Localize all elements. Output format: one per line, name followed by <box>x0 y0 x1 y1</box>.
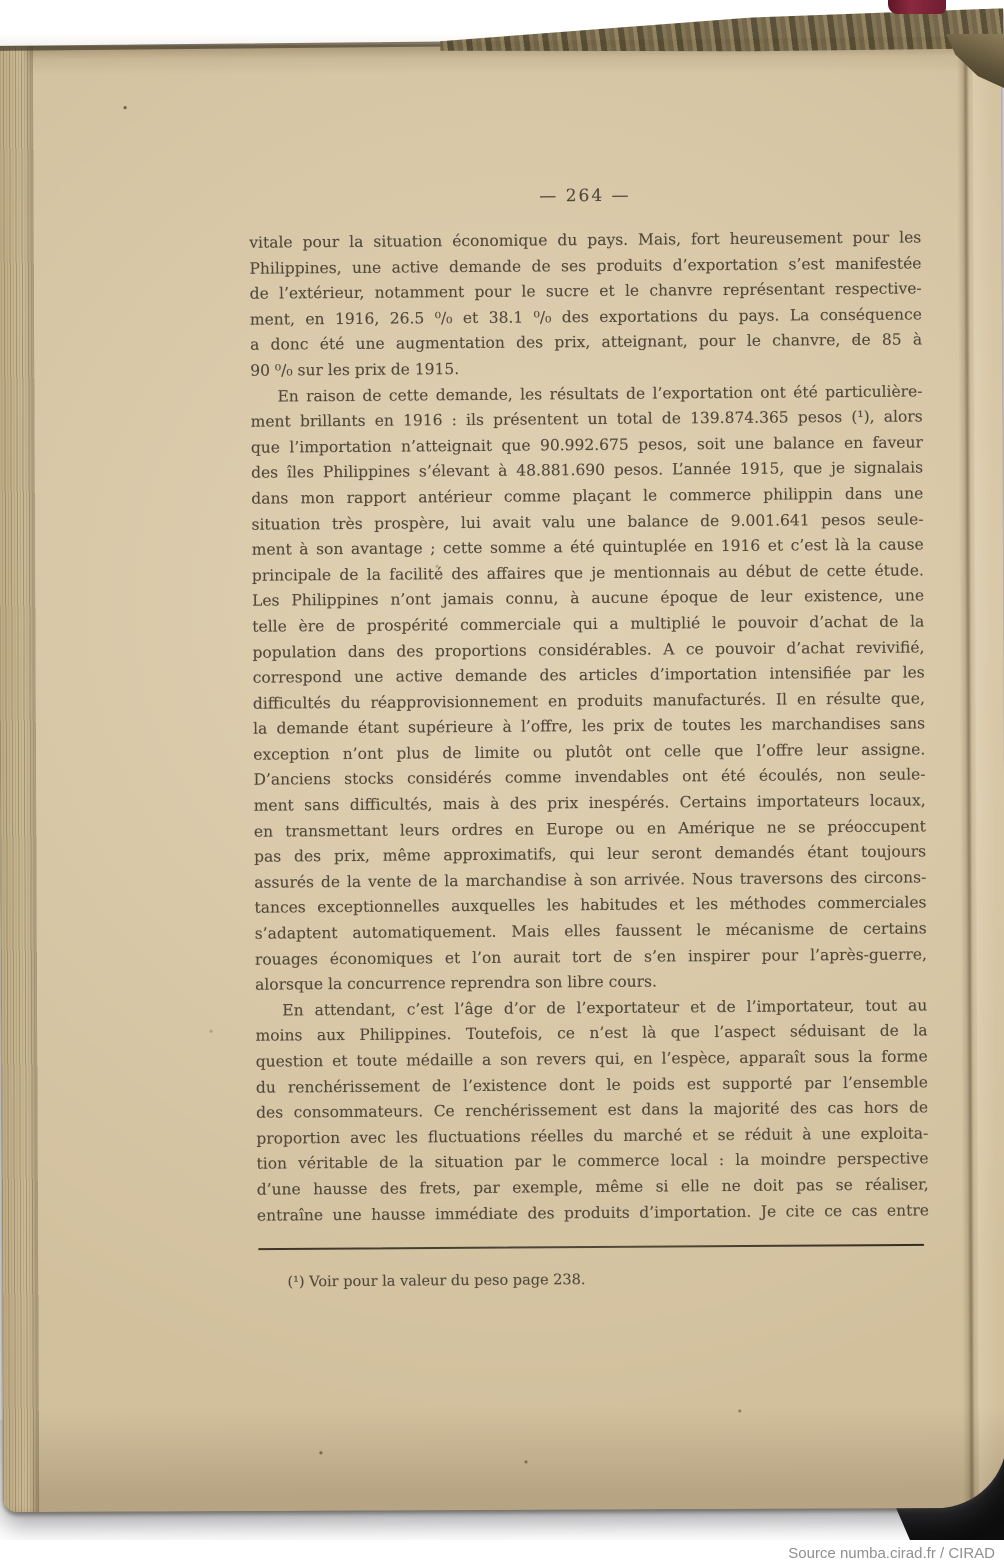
text-line: tion véritable de la situation par le commerce local : la moindre perspective <box>256 1149 929 1174</box>
body-text <box>249 225 929 1228</box>
text-line: des consommateurs. Ce renchérissement est dans la majorité des cas hors de <box>256 1098 929 1122</box>
page-number: — 264 — <box>539 185 631 207</box>
text-line: D’anciens stocks considérés comme invendables ont été écoulés, non seule- <box>253 765 926 790</box>
text-line: que l’importation n’atteignait que 90.992.675 pesos, soit une balance en faveur <box>250 433 923 457</box>
text-line: du renchérissement de l’existence dont le poids est supporté par l’ensemble <box>255 1072 928 1097</box>
text-line: pas des prix, même approximatifs, qui leur seront demandés étant toujours <box>253 842 927 866</box>
text-line: Les Philippines n’ont jamais connu, à aucune époque de leur existence, une <box>251 586 925 610</box>
text-line: En raison de cette demande, les résultats de l’exportation ont été particulière- <box>277 381 923 406</box>
text-line: d’une hausse des frets, par exemple, même si elle ne doit pas se réaliser, <box>256 1175 929 1199</box>
text-line: 90 ⁰/₀ sur les prix de 1915. <box>250 359 460 380</box>
text-line: ment brillants en 1916 : ils présentent un total de 139.874.365 pesos (¹), alors <box>250 407 923 431</box>
paragraph <box>249 225 922 384</box>
text-line: s’adaptent automatiquement. Mais elles faussent le mécanisme de certains <box>254 919 927 943</box>
text-line: de l’extérieur, notamment pour le sucre et le chanvre représentant respective- <box>249 279 922 303</box>
footnote-rule <box>258 1244 924 1251</box>
text-line: situation très prospère, lui avait valu une balance de 9.001.641 pesos seule- <box>251 509 924 534</box>
paragraph <box>255 993 929 1229</box>
text-line: exception n’ont plus de limite ou plutôt ont celle que l’offre leur assigne. <box>253 740 926 764</box>
text-line: ment sans difficultés, mais à des prix inespérés. Certains importateurs locaux, <box>253 791 926 815</box>
text-line: en transmettant leurs ordres en Europe ou en Amérique ne se préoccupent <box>253 817 926 841</box>
text-line: population dans des proportions considérables. A ce pouvoir d’achat revivifié, <box>252 637 925 662</box>
text-line: En attendant, c’est l’âge d’or de l’exportateur et de l’importateur, tout au <box>282 996 928 1020</box>
text-line: question et toute médaille a son revers qui, en l’espèce, apparaît sous la forme <box>255 1047 928 1071</box>
text-line: entraîne une hausse immédiate des produits d’importation. Je cite ce cas entre <box>256 1200 929 1225</box>
text-line: Philippines, une active demande de ses produits d’exportation s’est manifestée <box>249 253 922 278</box>
text-line: alorsque la concurrence reprendra son libre cours. <box>254 972 657 994</box>
text-line: dans mon rapport antérieur comme plaçant le commerce philippin dans une <box>251 484 924 508</box>
footnote: (¹) Voir pour la valeur du peso page 238. <box>287 1272 586 1291</box>
source-bar <box>0 1540 1004 1566</box>
text-line: la demande étant supérieure à l’offre, les prix de toutes les marchandises sans <box>252 714 926 738</box>
text-line: correspond une active demande des articles d’importation intensifiée par les <box>252 663 925 687</box>
text-line: moins aux Philippines. Toutefois, ce n’est là que l’aspect séduisant de la <box>255 1021 928 1046</box>
paragraph <box>250 379 927 999</box>
text-line: vitale pour la situation économique du pays. Mais, fort heureusement pour les <box>249 228 922 252</box>
text-line: a donc été une augmentation des prix, atteignant, pour le chanvre, de 85 à <box>249 330 923 355</box>
text-line: ment à son avantage ; cette somme a été quintuplée en 1916 et c’est là la cause <box>251 535 924 559</box>
text-line: rouages économiques et l’on aurait tort de s’en inspirer pour l’après-guerre, <box>254 944 927 969</box>
text-line: proportion avec les fluctuations réelles du marché et se réduit à une exploita- <box>256 1124 929 1148</box>
text-line: difficultés du réapprovisionnement en produits manufacturés. Il en résulte que, <box>252 689 925 713</box>
text-line: tances exceptionnelles auxquelles les habitudes et les méthodes commerciales <box>254 893 927 918</box>
text-line: des îles Philippines s’élevant à 48.881.690 pesos. L’année 1915, que je signalais <box>250 458 924 482</box>
text-line: principale de la facilité des affaires que je mentionnais au début de cette étude. <box>251 561 924 585</box>
text-line: telle ère de prospérité commerciale qui a multiplié le pouvoir d’achat de la <box>252 612 925 636</box>
text-line: assurés de la vente de la marchandise à son arrivée. Nous traversons des circons- <box>254 868 927 892</box>
source-attribution: Source numba.cirad.fr / CIRAD <box>788 1544 995 1562</box>
text-line: ment, en 1916, 26.5 ⁰/₀ et 38.1 ⁰/₀ des exportations du pays. La conséquence <box>249 305 922 329</box>
